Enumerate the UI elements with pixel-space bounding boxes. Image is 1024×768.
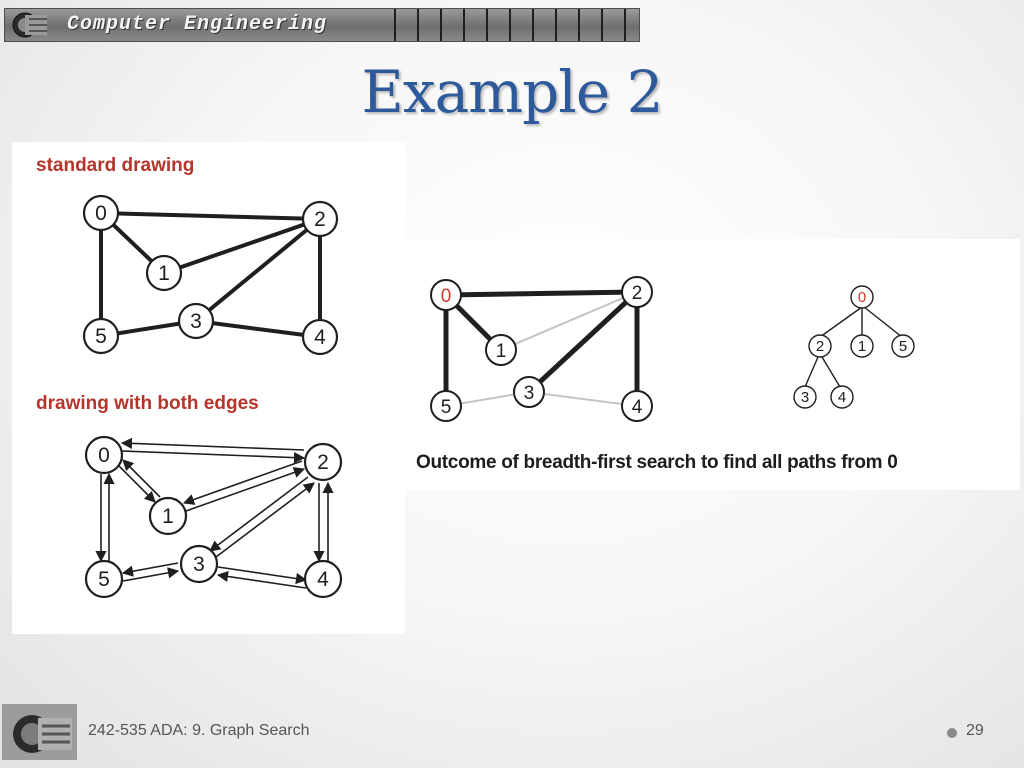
edge-3-4 xyxy=(196,321,320,337)
node-label-1: 1 xyxy=(158,262,170,285)
arc-2-0 xyxy=(122,443,304,450)
node-label-0-source: 0 xyxy=(440,286,452,307)
arc-0-2 xyxy=(122,451,304,458)
edge-2-3 xyxy=(196,219,320,321)
gear-logo-icon xyxy=(7,10,51,40)
footer-gear-logo-icon xyxy=(2,704,77,760)
tree-edge-2-3 xyxy=(529,292,637,392)
bfs-result-graph xyxy=(420,270,670,430)
node-label-5: 5 xyxy=(440,397,452,418)
arc-1-0 xyxy=(123,460,160,497)
node-label-4: 4 xyxy=(314,326,326,349)
footer-course-title: 242-535 ADA: 9. Graph Search xyxy=(88,722,310,739)
arc-5-3 xyxy=(123,571,178,581)
arc-0-1 xyxy=(118,465,155,502)
tree-node-label-5: 5 xyxy=(898,338,908,355)
node-label-0: 0 xyxy=(98,444,110,467)
arc-2-1 xyxy=(184,461,302,503)
node-label-3: 3 xyxy=(193,553,205,576)
tree-node-label-3: 3 xyxy=(800,389,810,406)
non-tree-edge-1-2 xyxy=(501,292,637,350)
node-label-1: 1 xyxy=(495,341,507,362)
arc-3-5 xyxy=(123,563,178,573)
slide-title: Example 2 xyxy=(361,58,663,126)
node-label-0: 0 xyxy=(95,202,107,225)
banner-title: Computer Engineering xyxy=(67,13,328,36)
header-banner xyxy=(4,8,640,42)
arc-3-2 xyxy=(216,483,314,557)
node-label-5: 5 xyxy=(95,325,107,348)
tree-edge-0-2 xyxy=(446,292,637,295)
both-edges-label: drawing with both edges xyxy=(36,393,259,414)
footer-bullet-icon xyxy=(947,728,957,738)
tree-node-label-0: 0 xyxy=(857,289,867,306)
tree-node-label-1: 1 xyxy=(857,338,867,355)
both-edges-graph xyxy=(60,430,360,610)
arc-4-3 xyxy=(218,575,306,588)
node-label-2: 2 xyxy=(631,283,643,304)
tree-node-label-2: 2 xyxy=(815,338,825,355)
tree-branch-0-2 xyxy=(820,307,862,337)
node-label-3: 3 xyxy=(523,383,535,404)
node-label-3: 3 xyxy=(190,310,202,333)
standard-drawing-label: standard drawing xyxy=(36,155,195,176)
edge-1-2 xyxy=(164,219,320,273)
tree-branch-2-4 xyxy=(822,357,840,387)
node-label-1: 1 xyxy=(162,505,174,528)
node-label-4: 4 xyxy=(631,397,643,418)
edge-0-2 xyxy=(101,213,320,219)
tree-branch-2-3 xyxy=(805,357,818,387)
arc-3-4 xyxy=(218,567,306,580)
node-label-2: 2 xyxy=(317,451,329,474)
node-label-4: 4 xyxy=(317,568,329,591)
bfs-caption: Outcome of breadth-first search to find all paths from 0 xyxy=(416,452,898,473)
banner-bars-decoration xyxy=(381,9,639,41)
tree-node-label-4: 4 xyxy=(837,389,847,406)
page-number: 29 xyxy=(966,722,984,739)
tree-branch-0-5 xyxy=(864,307,902,337)
standard-drawing-graph xyxy=(60,185,360,370)
non-tree-edge-3-4 xyxy=(529,392,637,406)
node-label-2: 2 xyxy=(314,208,326,231)
bfs-tree xyxy=(780,280,930,415)
node-label-5: 5 xyxy=(98,568,110,591)
